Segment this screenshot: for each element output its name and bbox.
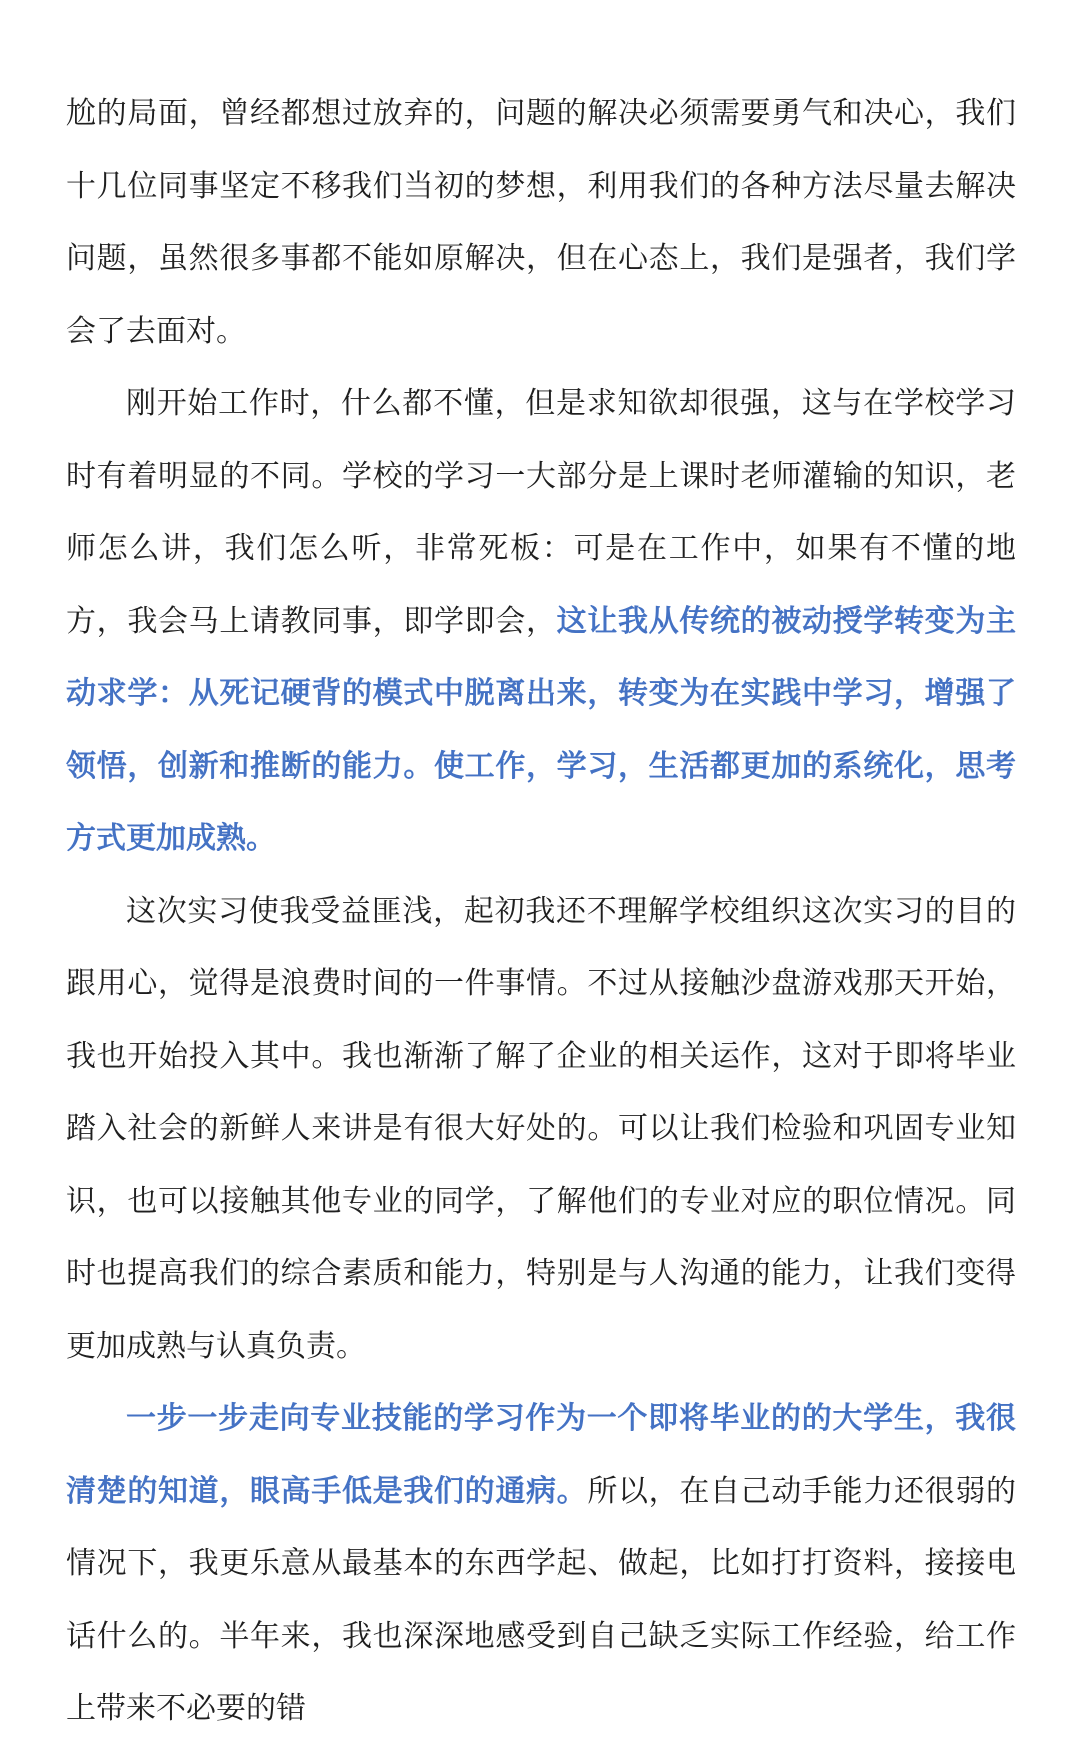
paragraph-2 xyxy=(66,368,1016,876)
paragraph-4 xyxy=(66,1383,1016,1746)
paragraph-1-text: 尬的局面，曾经都想过放弃的，问题的解决必须需要勇气和决心，我们十几位同事坚定不移我们当初的梦想，利用我们的各种方法尽量去解决问题，虽然很多事都不能如原解决，但在心态上，我们是强者，我们学会了去面对。 xyxy=(66,96,1016,349)
document-page xyxy=(66,78,1016,1746)
paragraph-4-highlight: 一步一步走向专业技能的学习作为一个即将毕业的的大学生，我很清楚的知道，眼高手低是我们的通病。 xyxy=(66,1401,1016,1509)
paragraph-3 xyxy=(66,876,1016,1384)
paragraph-4-text: 所以，在自己动手能力还很弱的情况下，我更乐意从最基本的东西学起、做起，比如打打资料，接接电话什么的。半年来，我也深深地感受到自己缺乏实际工作经验，给工作上带来不必要的错 xyxy=(66,1473,1017,1726)
paragraph-2-highlight: 这让我从传统的被动授学转变为主动求学：从死记硬背的模式中脱离出来，转变为在实践中学习，增强了领悟，创新和推断的能力。使工作，学习，生活都更加的系统化，思考方式更加成熟。 xyxy=(66,603,1017,856)
paragraph-1 xyxy=(66,78,1016,368)
paragraph-3-text: 这次实习使我受益匪浅，起初我还不理解学校组织这次实习的目的跟用心，觉得是浪费时间的一件事情。不过从接触沙盘游戏那天开始，我也开始投入其中。我也渐渐了解了企业的相关运作，这对于即将毕业踏入社会的新鲜人来讲是有很大好处的。可以让我们检验和巩固专业知识，也可以接触其他专业的同学，了解他们的专业对应的职位情况。同时也提高我们的综合素质和能力，特别是与人沟通的能力，让我们变得更加成熟与认真负责。 xyxy=(66,893,1016,1364)
paragraph-2-text: 刚开始工作时，什么都不懂，但是求知欲却很强，这与在学校学习时有着明显的不同。学校的学习一大部分是上课时老师灌输的知识，老师怎么讲，我们怎么听，非常死板：可是在工作中，如果有不懂的地方，我会马上请教同事，即学即会， xyxy=(66,386,1016,639)
